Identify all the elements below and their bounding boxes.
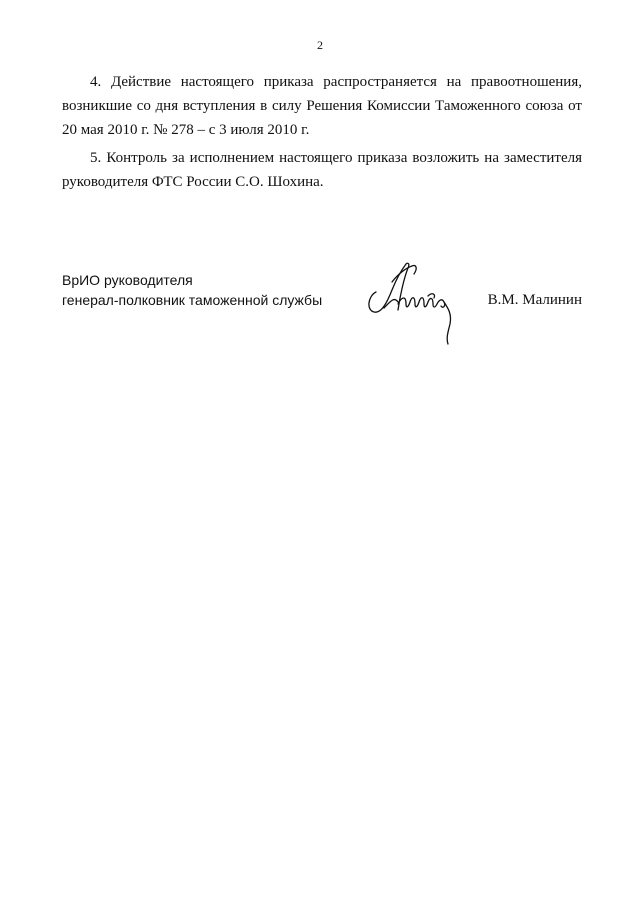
paragraph-line: возникшие со дня вступления в силу Решения Комиссии Таможенного союза от — [62, 98, 582, 114]
signatory-title: ВрИО руководителя — [62, 272, 193, 288]
paragraph-line: руководителя ФТС России С.О. Шохина. — [62, 174, 324, 190]
signatory-name: В.М. Малинин — [487, 292, 582, 308]
paragraph-line: 5. Контроль за исполнением настоящего приказа возложить на заместителя — [90, 150, 582, 166]
signatory-rank: генерал-полковник таможенной службы — [62, 292, 323, 308]
paragraph-line: 4. Действие настоящего приказа распространяется на правоотношения, — [90, 74, 582, 90]
signature-block — [62, 270, 582, 360]
paragraph-line: 20 мая 2010 г. № 278 – с 3 июля 2010 г. — [62, 122, 310, 138]
handwritten-signature — [362, 252, 472, 348]
paragraph-5 — [62, 146, 582, 194]
paragraph-4 — [62, 70, 582, 142]
page-number: 2 — [317, 38, 323, 52]
